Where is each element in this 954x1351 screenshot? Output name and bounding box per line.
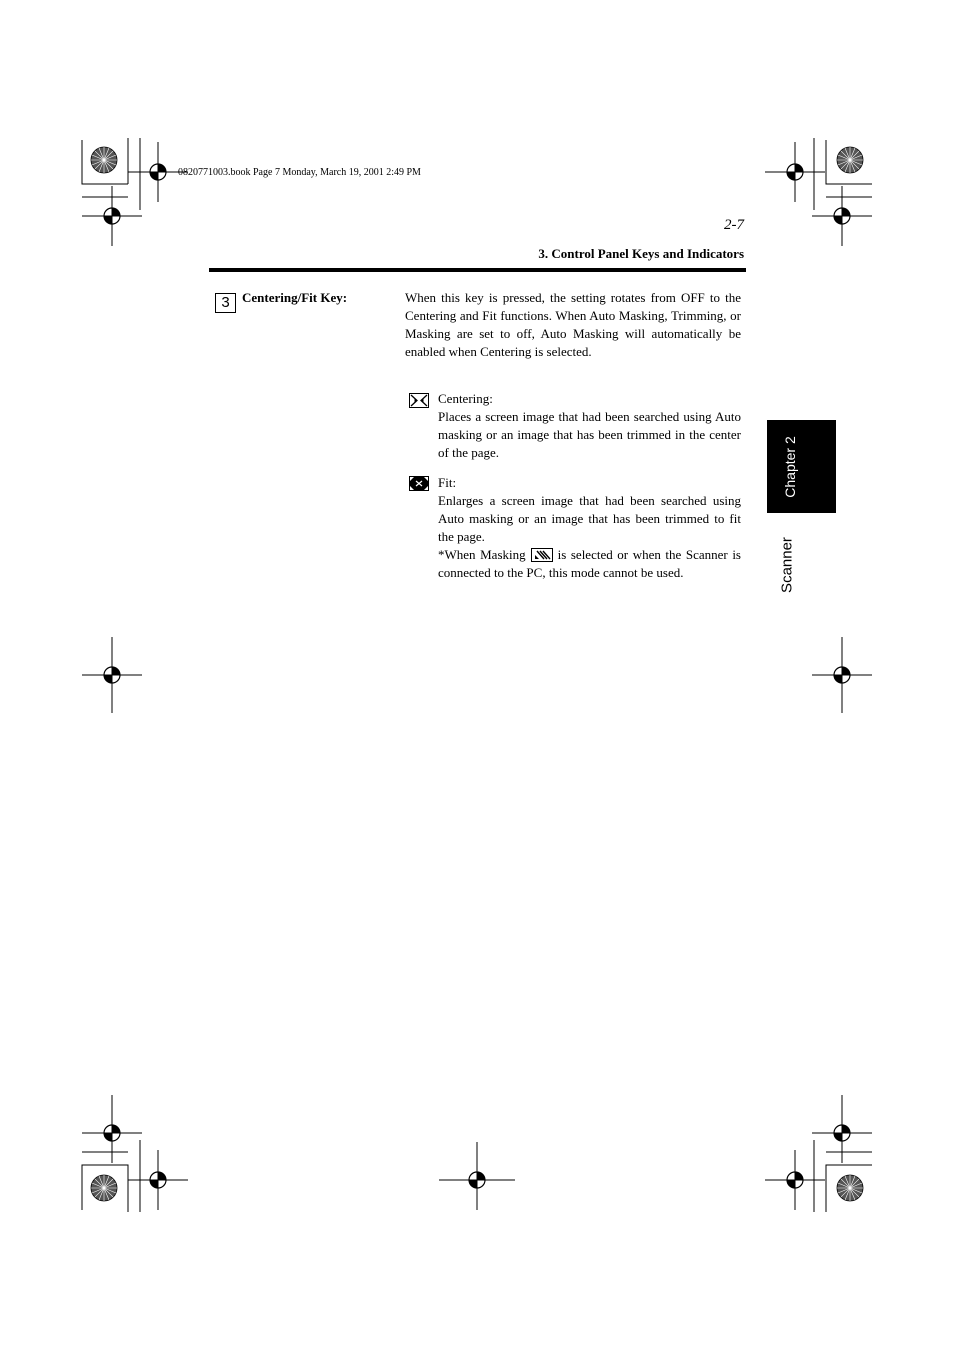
centering-description bbox=[438, 390, 741, 462]
radial-mark-icon bbox=[837, 147, 863, 173]
radial-mark-icon bbox=[837, 1175, 863, 1201]
radial-mark-icon bbox=[91, 147, 117, 173]
fit-description bbox=[438, 474, 741, 582]
fit-note-after: is selected or when the Scanner is connected to the PC, this mode cannot be used. bbox=[438, 547, 741, 580]
section-side-label: Scanner bbox=[778, 537, 796, 593]
registration-target-icon bbox=[82, 186, 142, 246]
registration-target-icon bbox=[812, 186, 872, 246]
radial-mark-icon bbox=[91, 1175, 117, 1201]
intro-paragraph: When this key is pressed, the setting rotates from OFF to the Centering and Fit functions. When Auto Masking, Trimming, or Masking are set to off, Auto Masking will automatically be enabled when Centering is selected. bbox=[405, 290, 741, 359]
centering-title: Centering: bbox=[438, 391, 493, 406]
fit-icon bbox=[409, 476, 429, 491]
fit-note bbox=[438, 546, 741, 582]
masking-icon bbox=[531, 548, 553, 562]
registration-target-icon bbox=[765, 142, 825, 202]
key-label: Centering/Fit Key: bbox=[242, 290, 348, 305]
centering-icon bbox=[409, 393, 429, 408]
fit-body: Enlarges a screen image that had been searched using Auto masking or an image that has been trimmed to fit the page. bbox=[438, 493, 741, 544]
chapter-label: Chapter 2 bbox=[782, 436, 798, 498]
chapter-tab bbox=[767, 420, 836, 513]
fit-title: Fit: bbox=[438, 475, 457, 490]
fit-note-before: *When Masking bbox=[438, 547, 526, 562]
section-title: 3. Control Panel Keys and Indicators bbox=[538, 246, 744, 261]
registration-target-icon bbox=[765, 1150, 825, 1210]
centering-body: Places a screen image that had been searched using Auto masking or an image that has been trimmed in the center of the page. bbox=[438, 409, 741, 460]
registration-target-icon bbox=[128, 1150, 188, 1210]
book-info: 0820771003.book Page 7 Monday, March 19, 2001 2:49 PM bbox=[178, 167, 421, 178]
header-rule bbox=[209, 268, 746, 272]
page-number: 2-7 bbox=[724, 217, 744, 233]
key-number-box: 3 bbox=[215, 293, 236, 313]
